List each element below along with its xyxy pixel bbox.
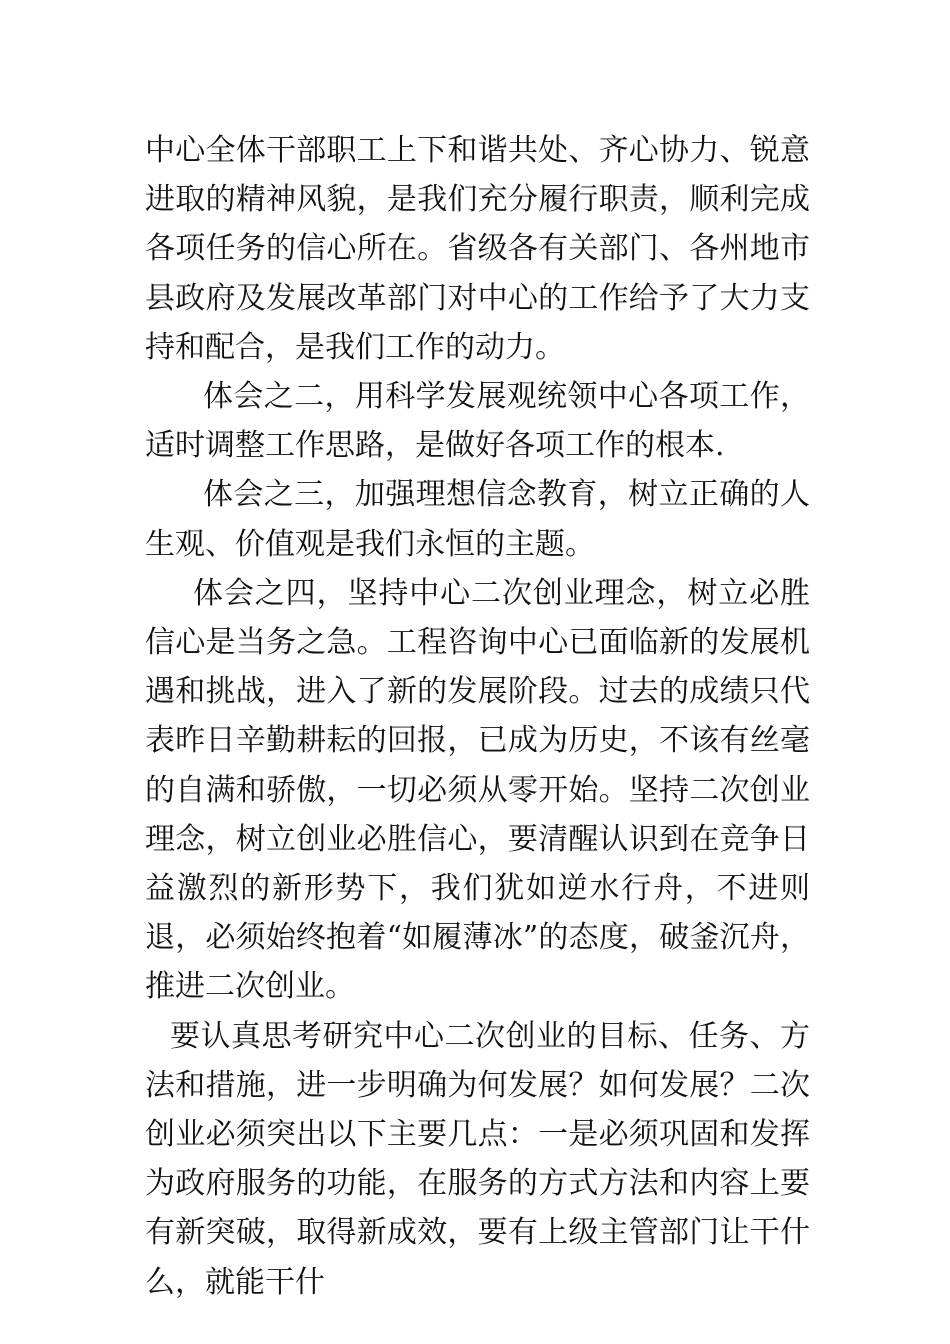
paragraph-experience-three: 体会之三，加强理想信念教育，树立正确的人生观、价值观是我们永恒的主题。 [145, 477, 810, 562]
paragraph-second-venture: 要认真思考研究中心二次创业的目标、任务、方法和措施，进一步明确为何发展？如何发展？二次创业必须突出以下主要几点：一是必须巩固和发挥为政府服务的功能，在服务的方式方法和内容上要有新突破，取得新成效，要有上级主管部门让干什么，就能干什 [145, 1018, 810, 1300]
paragraph-experience-two: 体会之二，用科学发展观统领中心各项工作，适时调整工作思路，是做好各项工作的根本. [145, 379, 810, 464]
paragraph-continuation: 中心全体干部职工上下和谐共处、齐心协力、锐意进取的精神风貌，是我们充分履行职责，顺利完成各项任务的信心所在。省级各有关部门、各州地市县政府及发展改革部门对中心的工作给予了大力支持和配合，是我们工作的动力。 [145, 133, 810, 365]
paragraph-experience-four: 体会之四，坚持中心二次创业理念，树立必胜信心是当务之急。工程咨询中心已面临新的发展机遇和挑战，进入了新的发展阶段。过去的成绩只代表昨日辛勤耕耘的回报，已成为历史，不该有丝毫的自满和骄傲，一切必须从零开始。坚持二次创业理念，树立创业必胜信心，要清醒认识到在竞争日益激烈的新形势下，我们犹如逆水行舟，不进则退，必须始终抱着“如履薄冰”的态度，破釜沉舟，推进二次创业。 [145, 575, 810, 1005]
document-page [145, 126, 810, 1307]
